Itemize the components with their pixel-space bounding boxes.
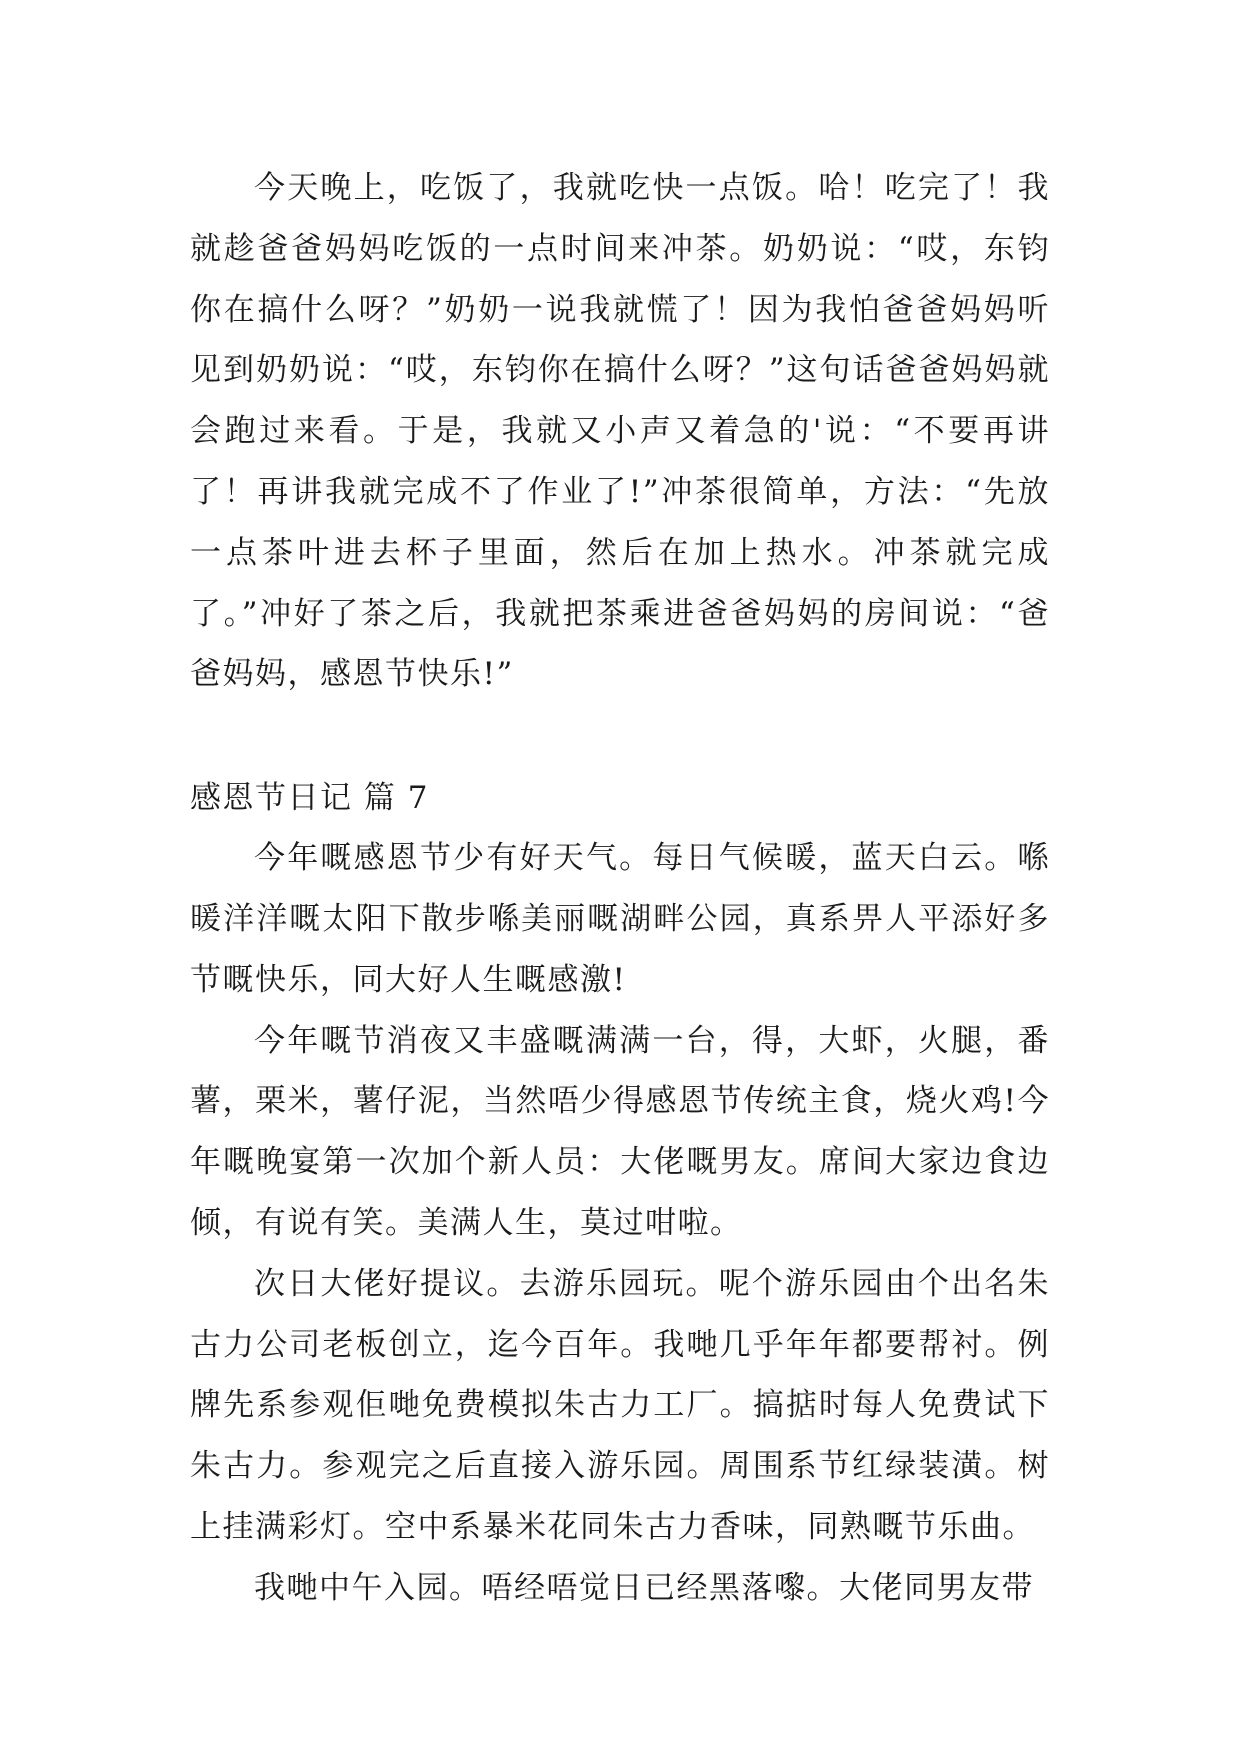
- paragraph: 次日大佬好提议。去游乐园玩。呢个游乐园由个出名朱古力公司老板创立，迄今百年。我哋几乎年年都要帮衬。例牌先系参观佢哋免费模拟朱古力工厂。搞掂时每人免费试下朱古力。参观完之后直接入游乐园。周围系节红绿装潢。树上挂满彩灯。空中系暴米花同朱古力香味，同熟嘅节乐曲。: [190, 1265, 1050, 1545]
- section-heading: 感恩节日记 篇 7: [190, 780, 429, 817]
- paragraph: 今年嘅感恩节少有好天气。每日气候暖，蓝天白云。喺暖洋洋嘅太阳下散步喺美丽嘅湖畔公园，真系畀人平添好多节嘅快乐，同大好人生嘅感激!: [190, 840, 1050, 998]
- document-body: [190, 158, 1050, 1619]
- paragraph: 今天晚上，吃饭了，我就吃快一点饭。哈！吃完了！我就趁爸爸妈妈吃饭的一点时间来冲茶。奶奶说：“哎，东钧你在搞什么呀？”奶奶一说我就慌了！因为我怕爸爸妈妈听见到奶奶说：“哎，东钧你在搞什么呀？”这句话爸爸妈妈就会跑过来看。于是，我就又小声又着急的'说：“不要再讲了！再讲我就完成不了作业了!”冲茶很简单，方法：“先放一点茶叶进去杯子里面，然后在加上热水。冲茶就完成了。”冲好了茶之后，我就把茶乘进爸爸妈妈的房间说：“爸爸妈妈，感恩节快乐!”: [190, 170, 1050, 693]
- paragraph: 今年嘅节消夜又丰盛嘅满满一台，得，大虾，火腿，番薯，栗米，薯仔泥，当然唔少得感恩节传统主食，烧火鸡!今年嘅晚宴第一次加个新人员：大佬嘅男友。席间大家边食边倾，有说有笑。美满人生，莫过咁啦。: [190, 1022, 1050, 1241]
- paragraph: 我哋中午入园。唔经唔觉日已经黑落嚟。大佬同男友带: [254, 1569, 1034, 1606]
